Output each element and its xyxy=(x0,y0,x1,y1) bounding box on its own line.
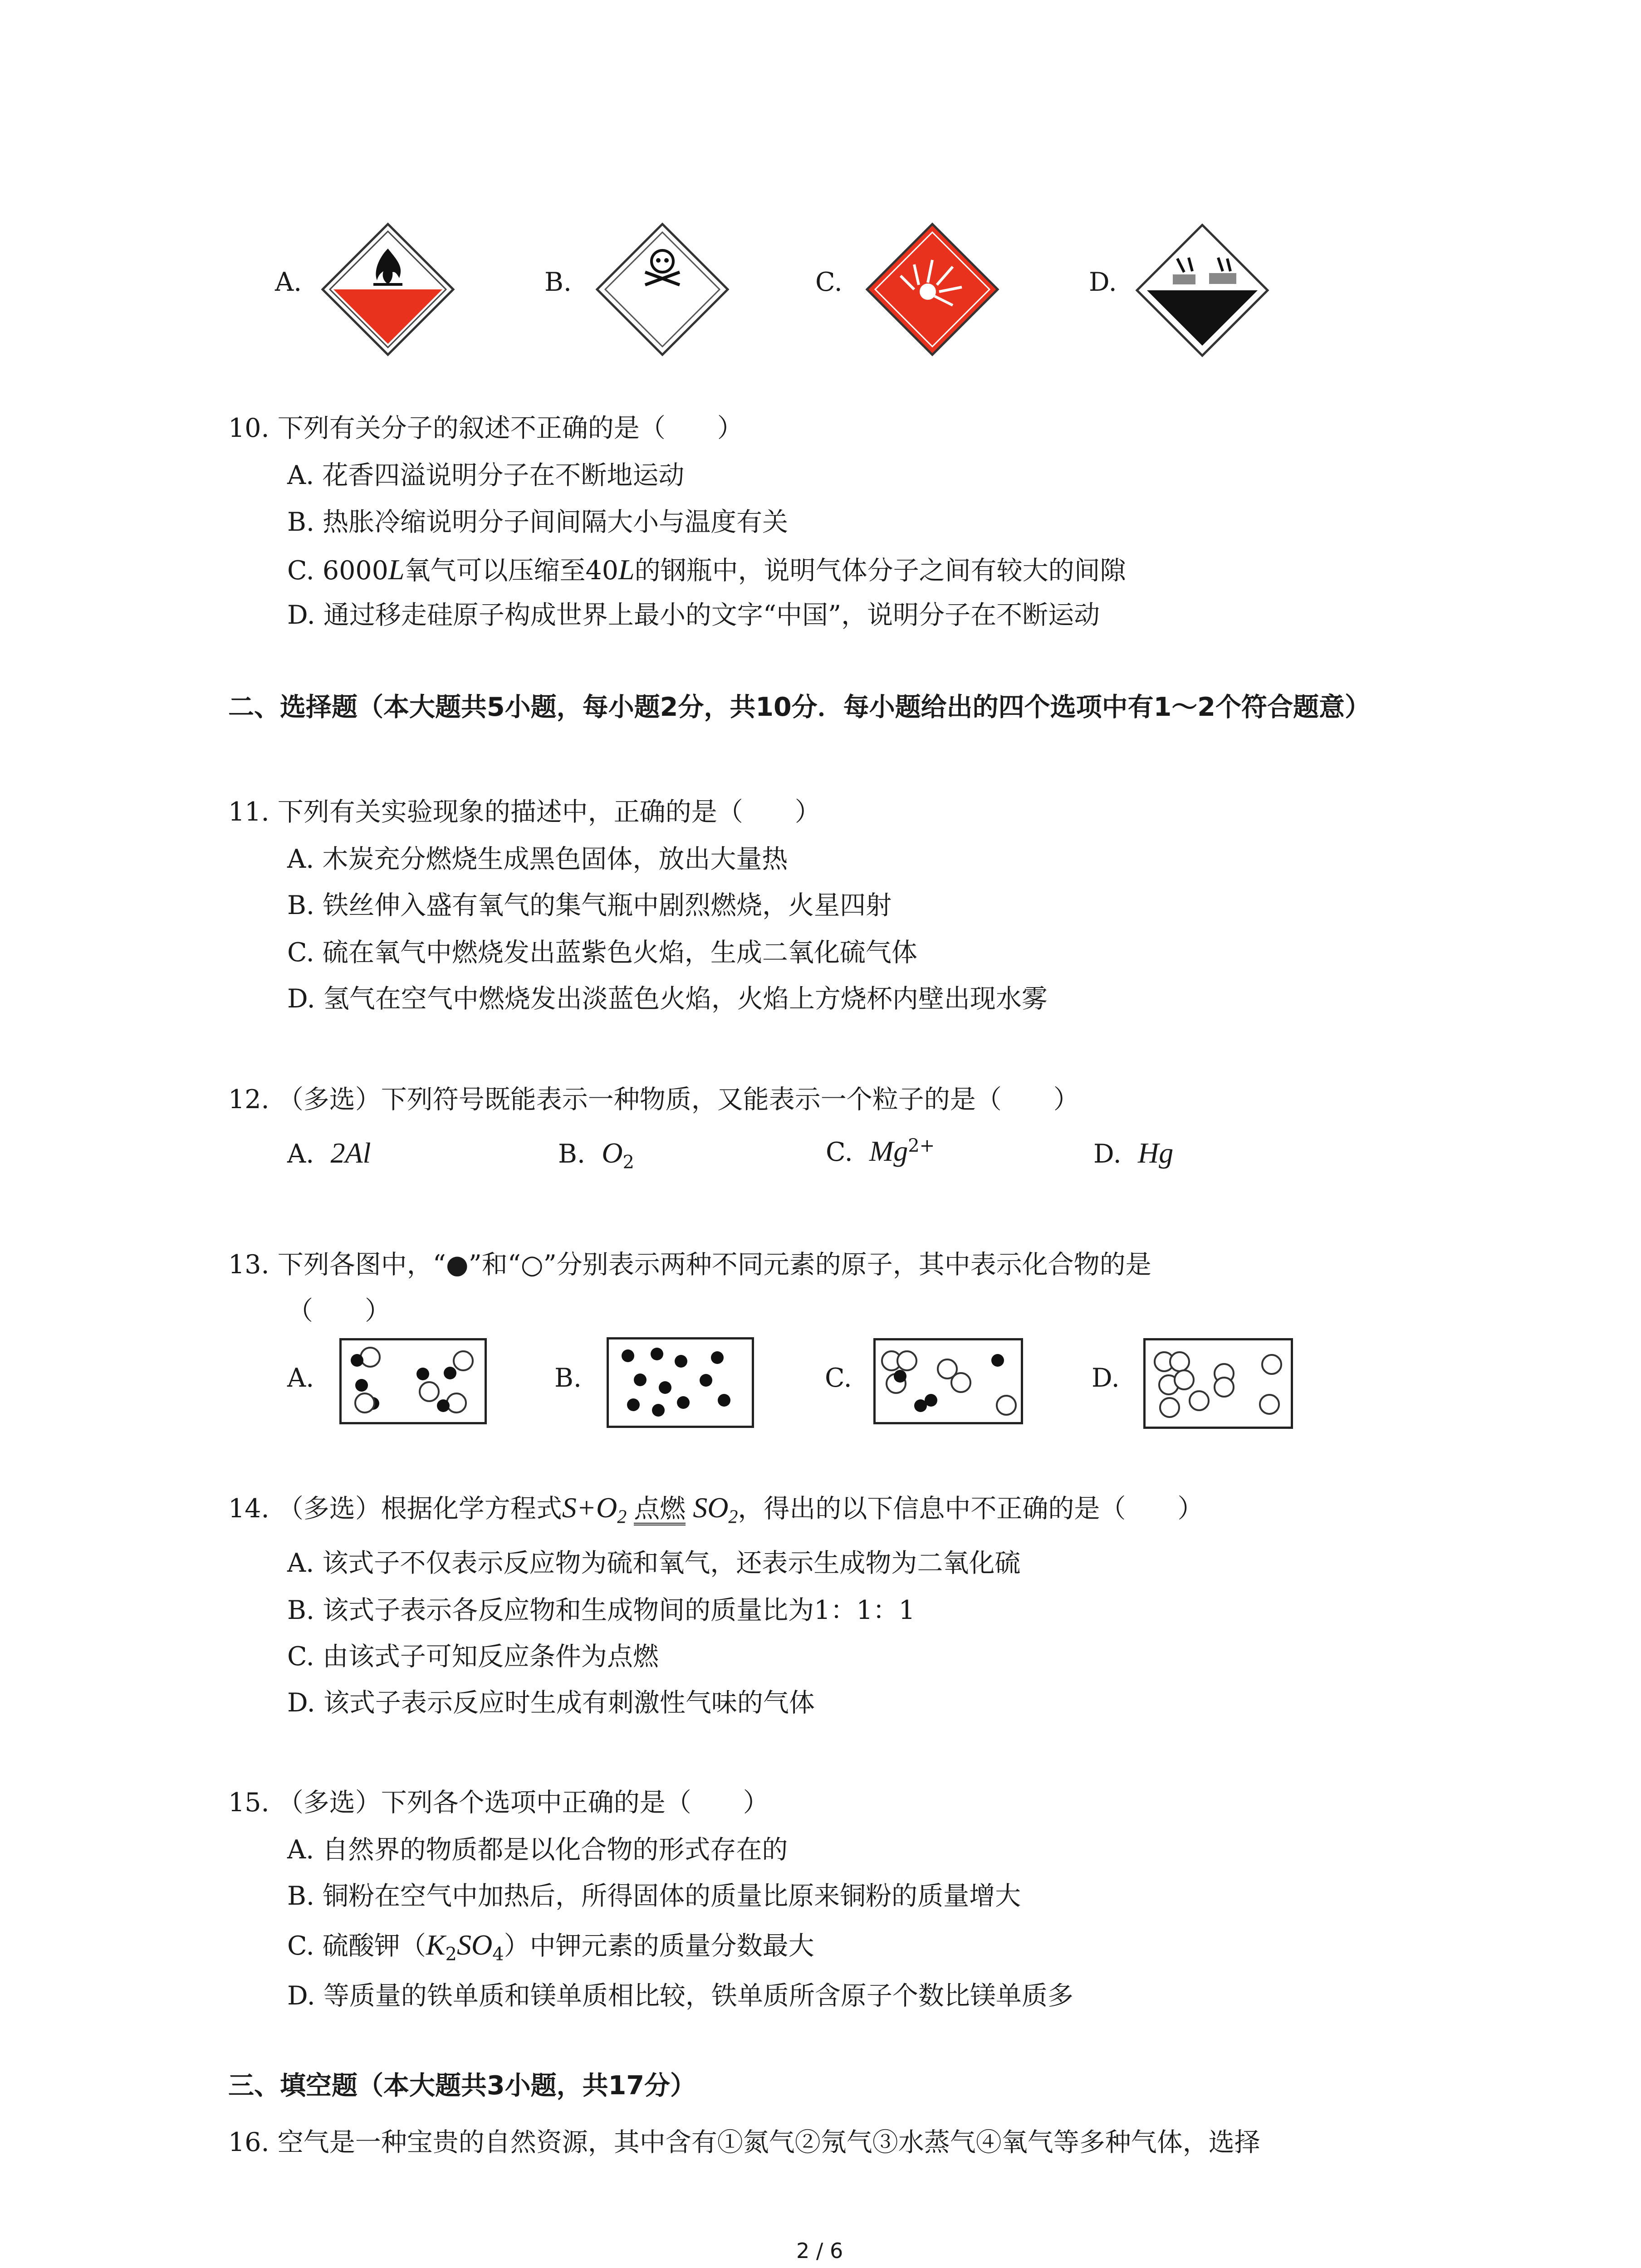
q9-option-d-label: D. xyxy=(1089,267,1117,297)
q13-option-c-label: C. xyxy=(825,1363,852,1393)
explosive-icon xyxy=(864,221,1000,357)
q13-diagram-b xyxy=(607,1337,754,1428)
q10-stem: 10. 下列有关分子的叙述不正确的是（ ） xyxy=(228,413,743,443)
q12-option-b: B. $O_2$ xyxy=(558,1137,634,1173)
q9-option-c-label: C. xyxy=(815,267,843,297)
q13-stem-blank: （ ） xyxy=(287,1296,391,1326)
flammable-solid-icon xyxy=(320,221,456,357)
corrosive-icon xyxy=(1134,222,1270,358)
q13-stem: 13. 下列各图中，“●”和“○”分别表示两种不同元素的原子，其中表示化合物的是 xyxy=(228,1250,1151,1280)
q11-option-c: C. 硫在氧气中燃烧发出蓝紫色火焰，生成二氧化硫气体 xyxy=(287,938,917,968)
q11-option-a: A. 木炭充分燃烧生成黑色固体，放出大量热 xyxy=(287,844,788,874)
q13-diagram-c xyxy=(873,1338,1023,1424)
q12-option-a: A. 2Al xyxy=(287,1137,371,1169)
q14-reaction-condition: 点燃 xyxy=(634,1496,686,1525)
q14-option-a: A. 该式子不仅表示反应物为硫和氧气，还表示生成物为二氧化硫 xyxy=(287,1548,1021,1578)
q16-stem: 16. 空气是一种宝贵的自然资源，其中含有①氮气②氖气③水蒸气④氧气等多种气体，选择 xyxy=(228,2127,1260,2157)
section-2-heading: 二、选择题（本大题共5小题，每小题2分，共10分．每小题给出的四个选项中有1～2个符合题意） xyxy=(228,692,1371,722)
q11-option-b: B. 铁丝伸入盛有氧气的集气瓶中剧烈燃烧，火星四射 xyxy=(287,890,892,920)
q14-option-b: B. 该式子表示各反应物和生成物间的质量比为1：1：1 xyxy=(287,1595,915,1625)
q12-stem: 12. （多选）下列符号既能表示一种物质，又能表示一个粒子的是（ ） xyxy=(228,1085,1079,1114)
q14-option-c: C. 由该式子可知反应条件为点燃 xyxy=(287,1642,659,1672)
q12-option-c: C. $Mg^{2+}$ xyxy=(826,1135,935,1167)
q15-stem: 15. （多选）下列各个选项中正确的是（ ） xyxy=(228,1788,769,1818)
q15-option-c: C. 硫酸钾$(K_2SO_4)$中钾元素的质量分数最大 xyxy=(287,1929,814,1965)
q11-stem: 11. 下列有关实验现象的描述中，正确的是（ ） xyxy=(228,797,821,827)
q10-option-b: B. 热胀冷缩说明分子间间隔大小与温度有关 xyxy=(287,507,789,537)
q13-diagram-d xyxy=(1143,1338,1293,1429)
q9-option-a-label: A. xyxy=(275,267,302,297)
q13-option-d-label: D. xyxy=(1092,1363,1120,1393)
q15-option-a: A. 自然界的物质都是以化合物的形式存在的 xyxy=(287,1835,788,1865)
q15-option-b: B. 铜粉在空气中加热后，所得固体的质量比原来铜粉的质量增大 xyxy=(287,1881,1021,1911)
q13-diagram-a xyxy=(339,1338,487,1424)
q13-option-b-label: B. xyxy=(554,1363,582,1393)
q15-option-d: D. 等质量的铁单质和镁单质相比较，铁单质所含原子个数比镁单质多 xyxy=(287,1981,1073,2011)
q13-option-a-label: A. xyxy=(287,1363,314,1393)
q10-option-d: D. 通过移走硅原子构成世界上最小的文字“中国”，说明分子在不断运动 xyxy=(287,600,1100,630)
section-3-heading: 三、填空题（本大题共3小题，共17分） xyxy=(228,2071,696,2101)
q14-option-d: D. 该式子表示反应时生成有刺激性气味的气体 xyxy=(287,1688,815,1718)
q14-stem: 14. （多选）根据化学方程式$S+O_2$ 点燃 $SO_2$，得出的以下信息中不正确的是（ ） xyxy=(228,1491,1204,1528)
q10-option-c: C. 6000L氧气可以压缩至40L的钢瓶中，说明气体分子之间有较大的间隙 xyxy=(287,553,1126,586)
q10-option-a: A. 花香四溢说明分子在不断地运动 xyxy=(287,460,685,490)
q9-option-b-label: B. xyxy=(544,267,572,297)
toxic-skull-icon xyxy=(594,221,730,357)
q12-option-d: D. Hg xyxy=(1093,1137,1174,1169)
q11-option-d: D. 氢气在空气中燃烧发出淡蓝色火焰，火焰上方烧杯内壁出现水雾 xyxy=(287,984,1048,1014)
page-number: 2 / 6 xyxy=(796,2239,843,2263)
